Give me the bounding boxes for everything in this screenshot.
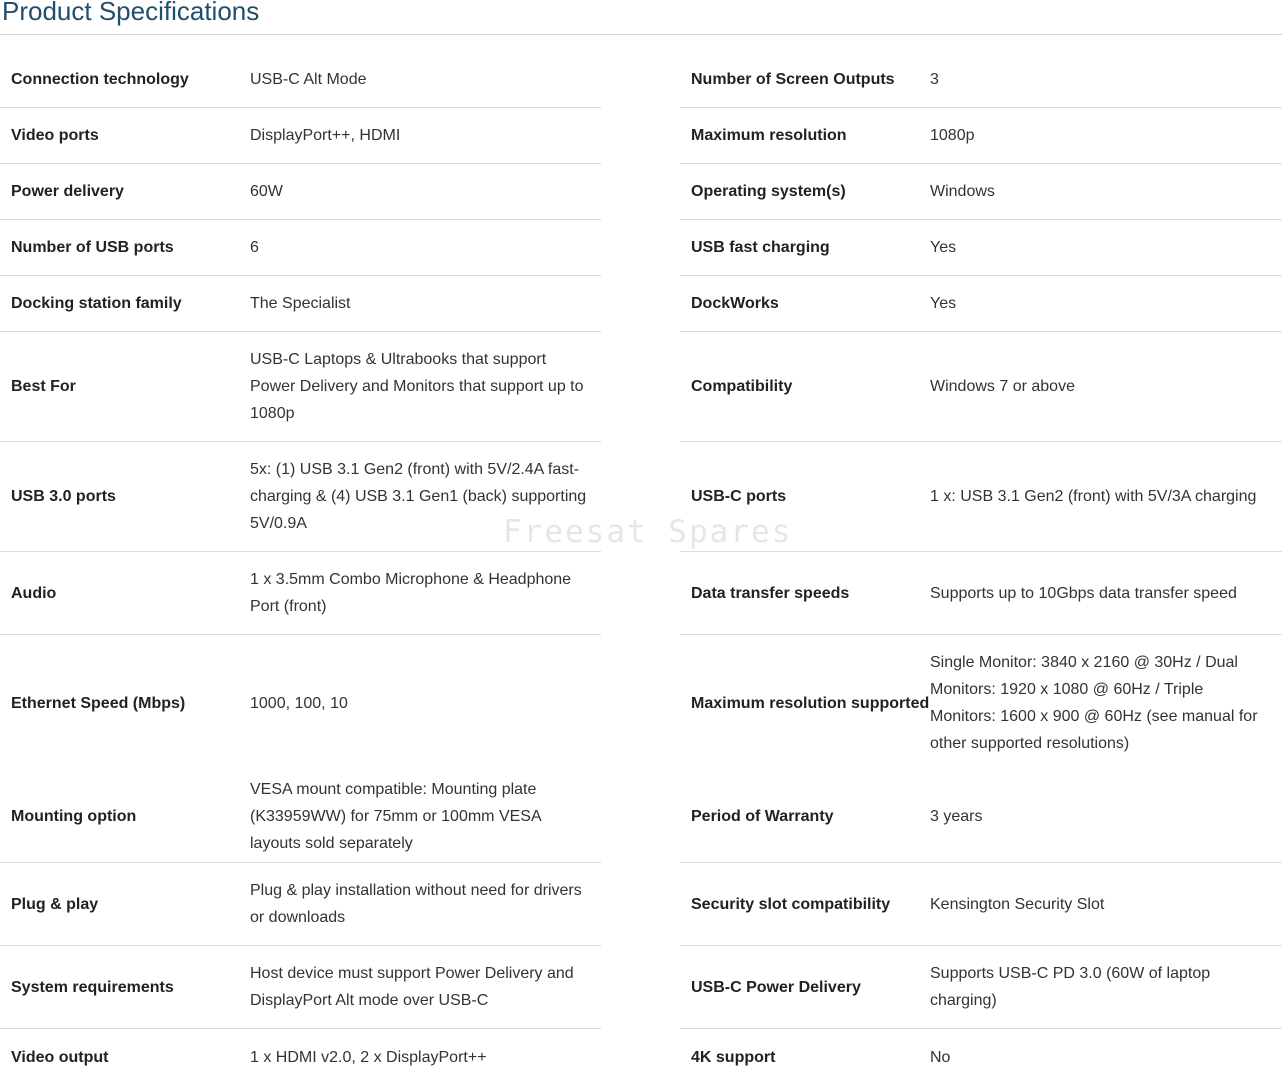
spec-row-number-of-screen-outputs [680,52,1282,108]
spec-row-best-for [0,332,601,442]
spec-value: USB-C Alt Mode [250,71,367,88]
watermark: Freesat Spares [503,514,793,550]
spec-label: Best For [11,378,76,395]
spec-label: DockWorks [691,295,779,312]
spec-label: Power delivery [11,183,124,200]
title-divider [0,34,1282,35]
spec-value: VESA mount compatible: Mounting plate (K33959WW) for 75mm or 100mm VESA layouts sold separately [250,781,541,852]
spec-row-plug-and-play [0,863,601,946]
spec-value: 6 [250,239,259,256]
spec-row-usb-c-ports [680,442,1282,552]
spec-value: Yes [930,295,957,312]
spec-row-period-of-warranty [680,771,1282,863]
spec-row-usb-fast-charging [680,220,1282,276]
spec-row-docking-station-family [0,276,601,332]
spec-value: The Specialist [250,295,351,312]
spec-label: USB fast charging [691,239,830,256]
spec-label: USB 3.0 ports [11,488,116,505]
spec-label: Docking station family [11,295,182,312]
spec-label: Number of USB ports [11,239,174,256]
spec-value: 5x: (1) USB 3.1 Gen2 (front) with 5V/2.4A fast-charging & (4) USB 3.1 Gen1 (back) supporting 5V/0.9A [250,461,587,532]
spec-row-compatibility [680,332,1282,442]
spec-label: Period of Warranty [691,808,834,825]
spec-value: 1000, 100, 10 [250,694,348,712]
spec-label: Ethernet Speed (Mbps) [11,694,186,712]
spec-value: Plug & play installation without need for drivers or downloads [250,882,582,926]
spec-value: Host device must support Power Delivery and DisplayPort Alt mode over USB-C [250,965,574,1009]
spec-value: Yes [930,239,957,256]
spec-row-system-requirements [0,946,601,1029]
spec-label: Security slot compatibility [691,895,891,913]
spec-value: 1 x 3.5mm Combo Microphone & Headphone Port (front) [250,571,572,615]
spec-label: USB-C ports [691,488,787,505]
spec-row-operating-systems [680,164,1282,220]
spec-row-maximum-resolution-supported [680,635,1282,771]
spec-label: Compatibility [691,378,793,395]
specs-left-column [0,52,601,1085]
spec-label: Maximum resolution [691,127,847,144]
spec-row-4k-support [680,1029,1282,1085]
spec-label: USB-C Power Delivery [691,978,861,996]
spec-label: System requirements [11,978,174,996]
spec-value: Supports up to 10Gbps data transfer speed [930,584,1237,602]
spec-value: DisplayPort++, HDMI [250,127,401,144]
spec-value: Windows [930,183,995,200]
spec-row-security-slot-compatibility [680,863,1282,946]
spec-value: Supports USB-C PD 3.0 (60W of laptop charging) [930,965,1211,1009]
spec-label: Data transfer speeds [691,584,850,602]
spec-row-maximum-resolution [680,108,1282,164]
spec-row-audio [0,552,601,635]
spec-value: 3 [930,71,939,88]
spec-row-ethernet-speed [0,635,601,771]
spec-row-video-ports [0,108,601,164]
spec-label: Operating system(s) [691,183,846,200]
spec-value: Kensington Security Slot [930,895,1105,913]
spec-row-power-delivery [0,164,601,220]
spec-value: Windows 7 or above [930,378,1075,395]
spec-row-mounting-option [0,771,601,863]
spec-value: No [930,1048,951,1066]
spec-label: Connection technology [11,71,189,88]
spec-label: Video ports [11,127,99,144]
spec-label: Mounting option [11,808,137,825]
spec-value: 1 x HDMI v2.0, 2 x DisplayPort++ [250,1048,487,1066]
spec-label: Maximum resolution supported [691,694,930,712]
spec-row-connection-technology [0,52,601,108]
spec-value: 1 x: USB 3.1 Gen2 (front) with 5V/3A charging [930,488,1257,505]
spec-label: 4K support [691,1048,776,1066]
specs-right-column [680,52,1282,1085]
spec-value: USB-C Laptops & Ultrabooks that support Power Delivery and Monitors that support up to 1080p [250,351,584,422]
spec-row-dockworks [680,276,1282,332]
spec-value: 3 years [930,808,983,825]
spec-value: 1080p [930,127,975,144]
spec-label: Video output [11,1048,109,1066]
spec-label: Audio [11,584,57,602]
spec-value: Single Monitor: 3840 x 2160 @ 30Hz / Dual Monitors: 1920 x 1080 @ 60Hz / Triple Monitors: 1600 x 900 @ 60Hz (see manual for other supported resolutions) [930,654,1258,752]
spec-label: Plug & play [11,895,99,913]
spec-row-usb-3-ports [0,442,601,552]
spec-row-usb-c-power-delivery [680,946,1282,1029]
page-title: Product Specifications [2,0,260,26]
spec-value: 60W [250,183,283,200]
spec-row-number-of-usb-ports [0,220,601,276]
spec-row-data-transfer-speeds [680,552,1282,635]
spec-label: Number of Screen Outputs [691,71,895,88]
spec-row-video-output [0,1029,601,1085]
